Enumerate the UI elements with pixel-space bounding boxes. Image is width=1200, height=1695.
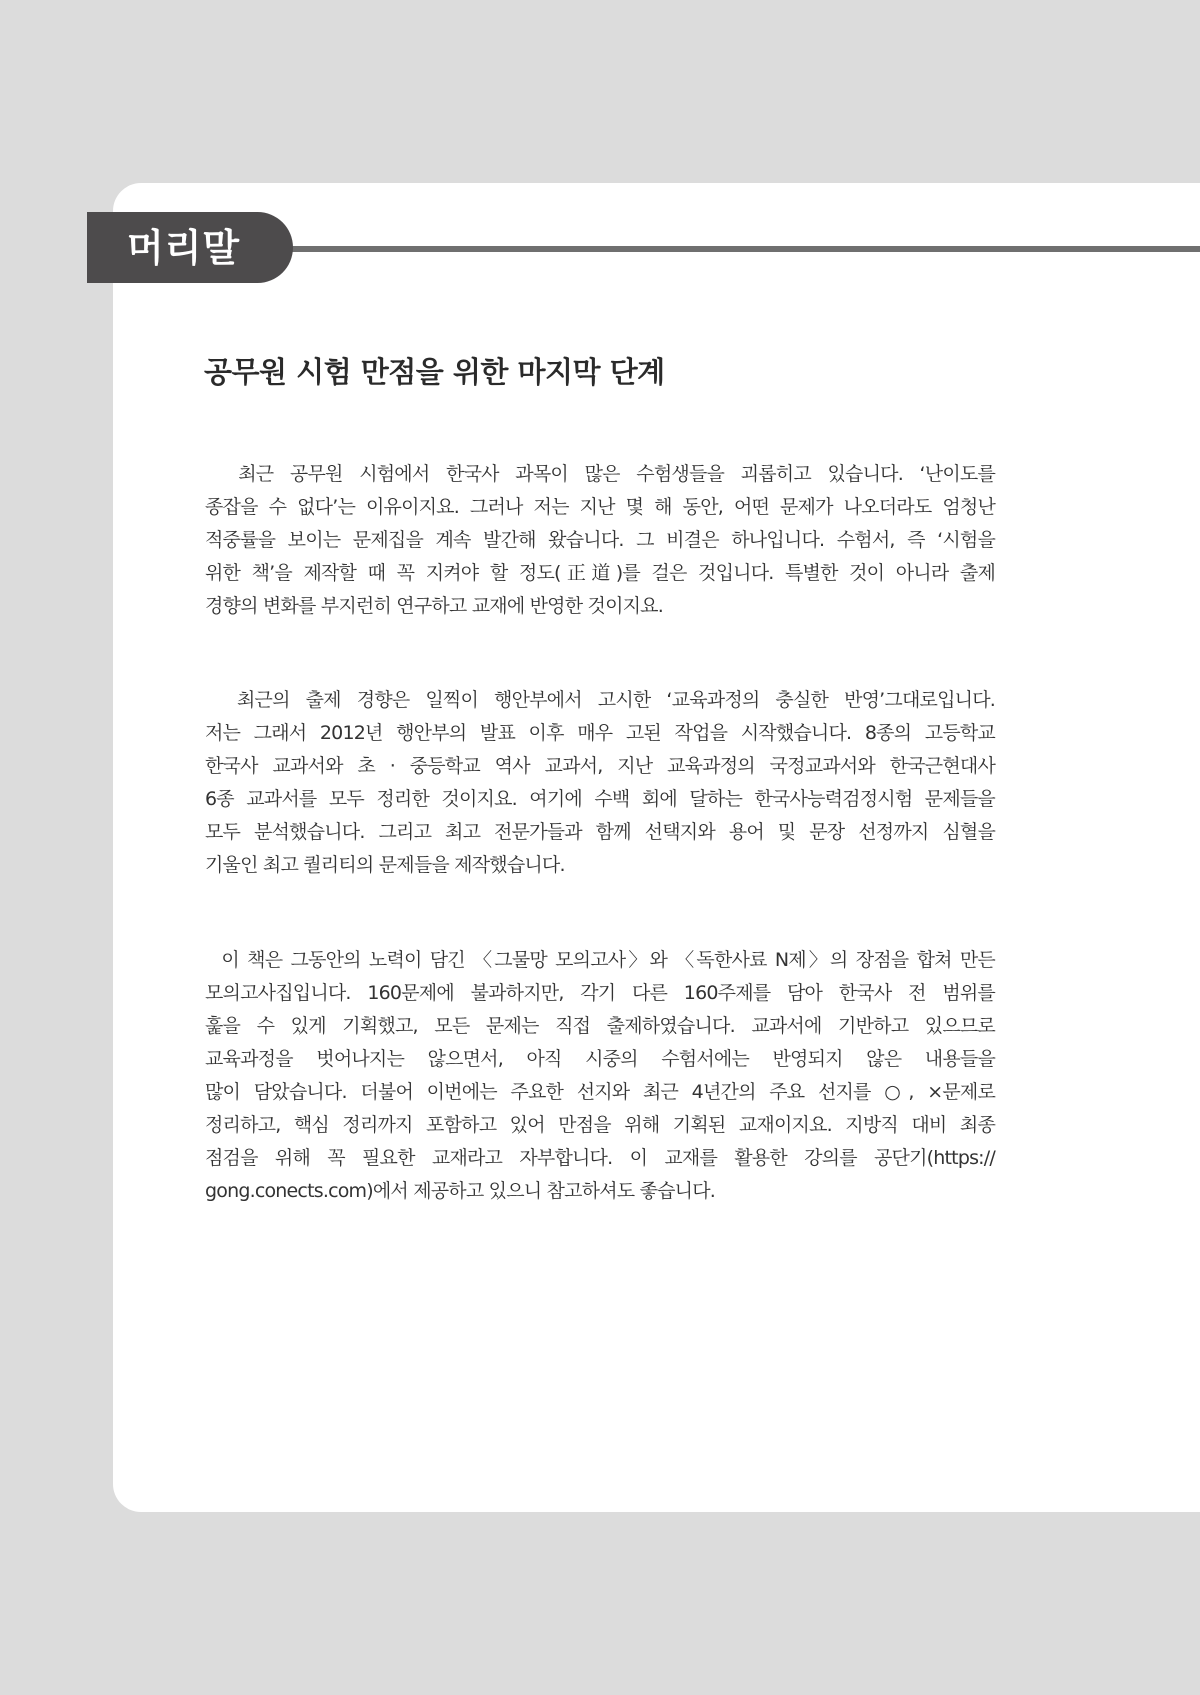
section-header-tab: [87, 212, 293, 283]
paragraph-1: [205, 458, 995, 623]
paragraph-line: gong.conects.com)에서 제공하고 있으니 참고하셔도 좋습니다.: [205, 1180, 716, 1202]
section-title: 머리말: [127, 225, 241, 270]
paragraph-line: 기울인 최고 퀄리티의 문제들을 제작했습니다.: [205, 854, 565, 876]
paragraph-line: 모의고사집입니다. 160문제에 불과하지만, 각기 다른 160주제를 담아 한국사 전 범위를: [205, 982, 995, 1004]
paragraph-line: 적중률을 보이는 문제집을 계속 발간해 왔습니다. 그 비결은 하나입니다. 수험서, 즉 ‘시험을: [205, 529, 995, 551]
paragraph-line: 경향의 변화를 부지런히 연구하고 교재에 반영한 것이지요.: [205, 595, 663, 617]
paragraph-line: 저는 그래서 2012년 행안부의 발표 이후 매우 고된 작업을 시작했습니다. 8종의 고등학교: [205, 722, 995, 744]
paragraph-line: 훑을 수 있게 기획했고, 모든 문제는 직접 출제하였습니다. 교과서에 기반하고 있으므로: [205, 1015, 995, 1037]
paragraph-2: [205, 684, 995, 882]
preface-heading: 공무원 시험 만점을 위한 마지막 단계: [204, 355, 665, 389]
paragraph-line: 교육과정을 벗어나지는 않으면서, 아직 시중의 수험서에는 반영되지 않은 내용들을: [205, 1048, 995, 1070]
paragraph-line: 많이 담았습니다. 더불어 이번에는 주요한 선지와 최근 4년간의 주요 선지를 ○, ×문제로: [205, 1081, 995, 1103]
paragraph-line: 이 책은 그동안의 노력이 담긴 〈그물망 모의고사〉와 〈독한사료 N제〉의 장점을 합쳐 만든: [205, 949, 995, 971]
paragraph-line: 위한 책’을 제작할 때 꼭 지켜야 할 정도(正道)를 걸은 것입니다. 특별한 것이 아니라 출제: [205, 562, 995, 584]
paragraph-line: 최근의 출제 경향은 일찍이 행안부에서 고시한 ‘교육과정의 충실한 반영’그대로입니다.: [205, 689, 995, 711]
paragraph-line: 정리하고, 핵심 정리까지 포함하고 있어 만점을 위해 기획된 교재이지요. 지방직 대비 최종: [205, 1114, 995, 1136]
paragraph-3: [205, 944, 995, 1208]
paragraph-line: 최근 공무원 시험에서 한국사 과목이 많은 수험생들을 괴롭히고 있습니다. ‘난이도를: [205, 463, 995, 485]
paragraph-line: 모두 분석했습니다. 그리고 최고 전문가들과 함께 선택지와 용어 및 문장 선정까지 심혈을: [205, 821, 995, 843]
paragraph-line: 점검을 위해 꼭 필요한 교재라고 자부합니다. 이 교재를 활용한 강의를 공단기(https://: [205, 1147, 995, 1169]
section-header-rule: [280, 246, 1200, 252]
paragraph-line: 6종 교과서를 모두 정리한 것이지요. 여기에 수백 회에 달하는 한국사능력검정시험 문제들을: [205, 788, 995, 810]
paragraph-line: 한국사 교과서와 초 · 중등학교 역사 교과서, 지난 교육과정의 국정교과서와 한국근현대사: [205, 755, 995, 777]
paragraph-line: 종잡을 수 없다’는 이유이지요. 그러나 저는 지난 몇 해 동안, 어떤 문제가 나오더라도 엄청난: [205, 496, 995, 518]
